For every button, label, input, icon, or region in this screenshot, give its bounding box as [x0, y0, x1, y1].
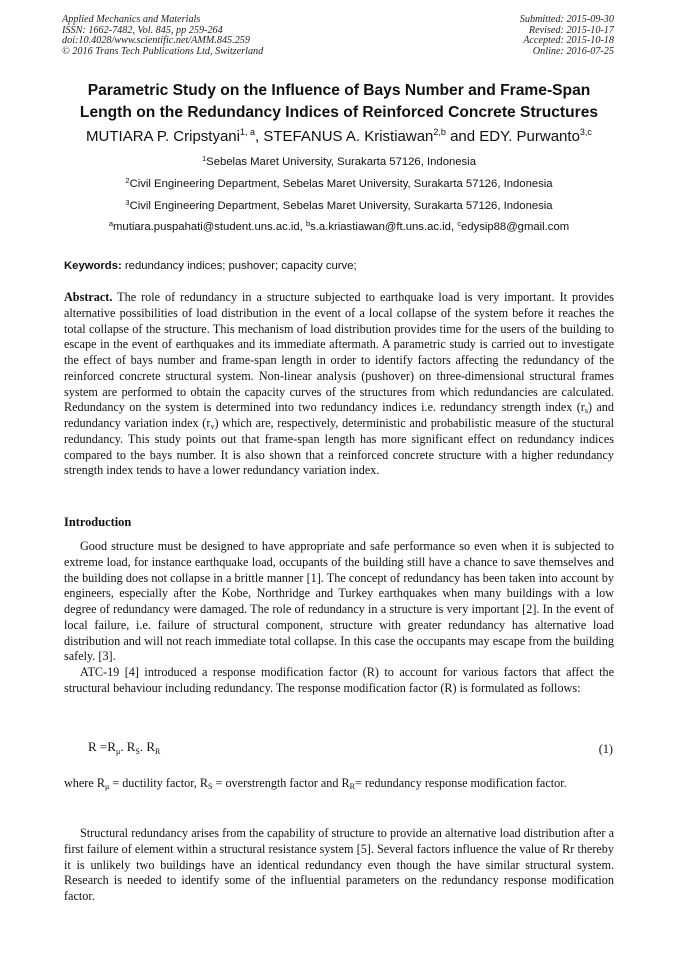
author-2-sup: 2,b [433, 127, 446, 137]
email-a-sup: a [108, 219, 113, 228]
author-list [40, 127, 638, 147]
submitted-date: Submitted: 2015-09-30 [519, 14, 614, 25]
issn-line: ISSN: 1662-7482, Vol. 845, pp 259-264 [62, 24, 223, 36]
email-b-sup: b [305, 219, 311, 228]
accepted-date: Accepted: 2015-10-18 [523, 35, 614, 47]
equation-1 [88, 739, 160, 755]
revised-date: Revised: 2015-10-17 [528, 24, 614, 36]
publication-dates [520, 15, 614, 57]
definition-subscript: S [208, 782, 213, 791]
affiliation-1 [40, 155, 638, 169]
equation-part: R =R [88, 739, 116, 754]
author-2: STEFANUS A. Kristiawan [263, 128, 434, 145]
keywords-label: Keywords: [64, 260, 122, 272]
definition-subscript: R [349, 782, 356, 791]
copyright-line: © 2016 Trans Tech Publications Ltd, Switzerland [62, 45, 264, 57]
intro-body [64, 539, 614, 697]
journal-info [62, 15, 263, 57]
affiliation-1-sup: 1 [202, 154, 207, 163]
equation-definitions [64, 776, 614, 792]
affiliation-3 [40, 199, 638, 213]
paper-title [40, 80, 638, 124]
author-3-sup: 3,c [579, 127, 592, 137]
definition-text: = overstrength factor and R [212, 776, 350, 790]
abstract-label: Abstract. [64, 290, 113, 304]
equation-subscript: R [155, 747, 161, 756]
email-c[interactable]: edysip88@gmail.com [460, 221, 570, 233]
abstract-text: ) which are, respectively, deterministic and probabilistic measure of the stuctural redundancy. This study points out that frame-span length has more significant effect on redundancy indices compared to the bays number. It is also shown that a reinforced concrete structure with a higher redundancy strength index tends to have a lower redundancy variation index. [64, 416, 614, 478]
definition-text: = ductility factor, R [109, 776, 209, 790]
online-date: Online: 2016-07-25 [532, 45, 614, 57]
keywords [64, 259, 357, 273]
author-3: EDY. Purwanto [479, 128, 580, 145]
abstract-subscript: v [210, 422, 215, 431]
abstract [64, 290, 614, 479]
affiliation-2-sup: 2 [125, 176, 130, 185]
email-c-sup: c [457, 219, 461, 228]
equation-number: (1) [598, 742, 613, 756]
abstract-text: The role of redundancy in a structure subjected to earthquake load is very important. It provides alternative possibilities of load distribution in the event of a local collapse of the system before it reaches the total collapse of the structure. This mechanism of load distribution provides time for the users of the building to escape in the event of earthquakes and its immediate aftermath. A parametric study is carried out to investigate the effect of bays number and frame-span length in order to identify factors affecting the redundancy of the reinforced concrete structural system. Non-linear analysis (pushover) on three-dimensional structural frames system are performed to obtain the capacity curves of the structures from which redundancies are calculated. Redundancy on the system is determined into two redundancy indices i.e. redundancy strength index (r [64, 290, 614, 415]
abstract-text: ) and redundancy variation index (r [64, 400, 614, 430]
equation-subscript: μ [115, 747, 121, 756]
affiliation-3-sup: 3 [125, 198, 130, 207]
affiliation-2 [40, 177, 638, 191]
title-line-1: Parametric Study on the Influence of Bays Number and Frame-Span [87, 82, 591, 99]
affiliation-2-text: Civil Engineering Department, Sebelas Maret University, Surakarta 57126, Indonesia [129, 178, 553, 190]
doi-line: doi:10.4028/www.scientific.net/AMM.845.259 [62, 35, 250, 47]
definition-text: = redundancy response modification factor. [355, 776, 567, 790]
email-b[interactable]: s.a.kriastiawan@ft.uns.ac.id, [310, 221, 458, 233]
affiliation-3-text: Civil Engineering Department, Sebelas Maret University, Surakarta 57126, Indonesia [129, 200, 553, 212]
intro-paragraph-2: ATC-19 [4] introduced a response modification factor (R) to account for various factors that affect the structural behaviour including redundancy. The response modification factor (R) is formulated as follows: [64, 665, 614, 695]
author-1-sup: 1, a [239, 127, 255, 137]
author-separator: , [255, 128, 264, 145]
intro-paragraph-1: Good structure must be designed to have appropriate and safe performance so even when it is subjected to extreme load, for instance earthquake load, occupants of the building still have a chance to save themselves and the building does not collapse in a brittle manner [1]. The concept of redundancy has been taken into account by engineers, especially after the Kobe, Northridge and Turkey earthquakes when many buildings with a low degree of redundancy were damaged. The role of redundancy in a structure is very important [2]. In the event of local failure, i.e. failure of structural component, structure with greater redundancy has alternative load distribution and will not reach immediate total collapse. In this case the occupants may escape from the building safely. [3]. [64, 539, 614, 664]
definition-text: where R [64, 776, 105, 790]
equation-subscript: S [135, 747, 140, 756]
author-emails [40, 220, 638, 234]
definition-subscript: μ [104, 782, 110, 791]
abstract-subscript: s [584, 406, 588, 416]
author-1: MUTIARA P. Cripstyani [86, 128, 240, 145]
author-separator: and [445, 128, 480, 145]
section-heading: Introduction [64, 515, 132, 529]
affiliation-1-text: Sebelas Maret University, Surakarta 57126, Indonesia [206, 156, 476, 168]
keywords-text: redundancy indices; pushover; capacity curve; [121, 260, 357, 272]
journal-name: Applied Mechanics and Materials [62, 14, 201, 25]
title-line-2: Length on the Redundancy Indices of Reinforced Concrete Structures [79, 104, 599, 121]
email-a[interactable]: mutiara.puspahati@student.uns.ac.id, [113, 221, 306, 233]
equation-part: . R [120, 739, 136, 754]
intro-paragraph-3: Structural redundancy arises from the capability of structure to provide an alternative load distribution after a first failure of element within a structural resistance system [5]. Several factors influence the value of Rr thereby it is unlikely two buildings have an identical redundancy even though the have similar structural system. Research is needed to identify some of the influential parameters on the redundancy response modification factor. [64, 826, 614, 903]
intro-paragraph-3-block [64, 826, 614, 905]
equation-part: . R [139, 739, 156, 754]
